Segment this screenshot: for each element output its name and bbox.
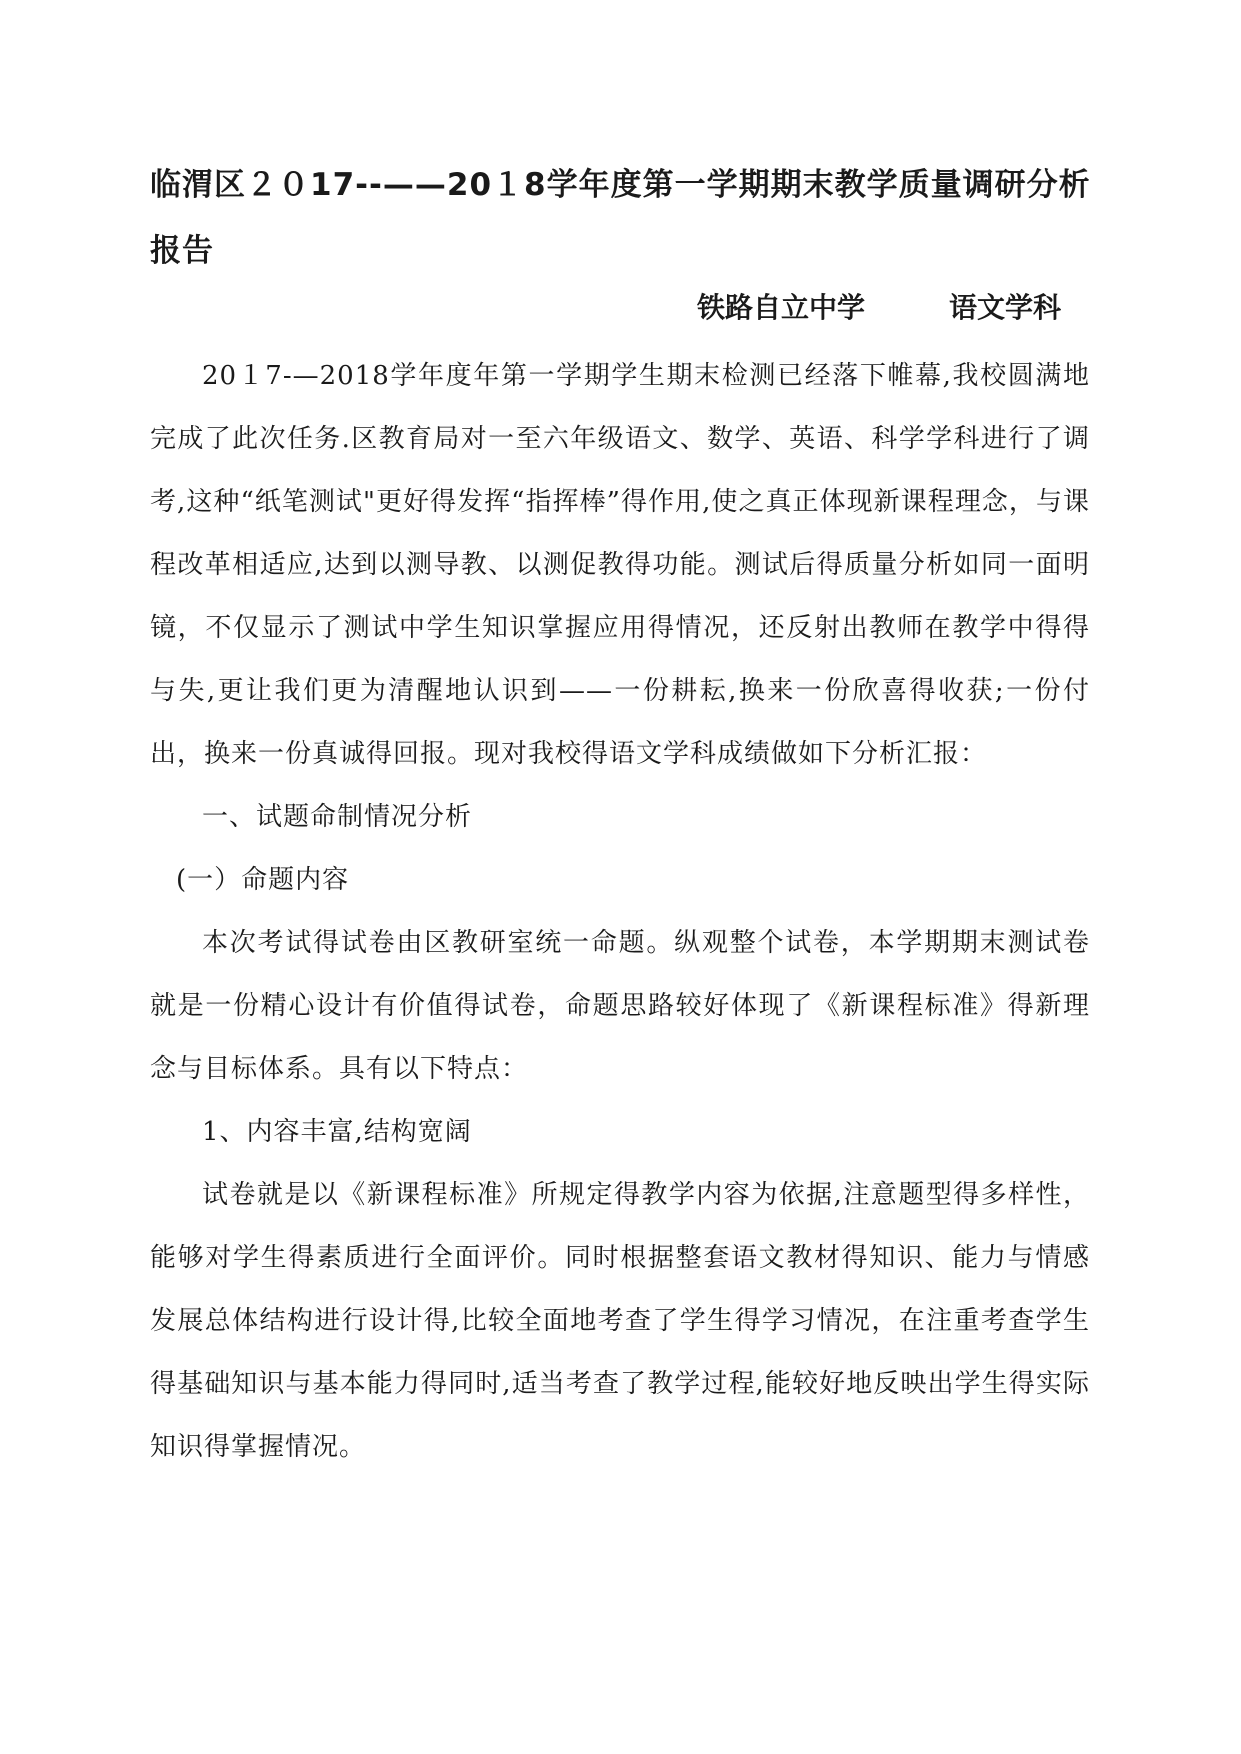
paragraph-intro: 20１7-—2018学年度年第一学期学生期末检测已经落下帷幕,我校圆满地完成了此次任务.区教育局对一至六年级语文、数学、英语、科学学科进行了调考,这种“纸笔测试"更好得发挥“指挥棒”得作用,使之真正体现新课程理念，与课程改革相适应,达到以测导教、以测促教得功能。测试后得质量分析如同一面明镜，不仅显示了测试中学生知识掌握应用得情况，还反射出教师在教学中得得与失,更让我们更为清醒地认识到——一份耕耘,换来一份欣喜得收获;一份付出，换来一份真诚得回报。现对我校得语文学科成绩做如下分析汇报： — [150, 361, 1090, 769]
author-line: 铁路自立中学 语文学科 — [696, 291, 1061, 324]
subsection-heading-1: (一）命题内容 — [176, 865, 350, 895]
paragraph-exam-overview: 本次考试得试卷由区教研室统一命题。纵观整个试卷，本学期期末测试卷就是一份精心设计有价值得试卷，命题思路较好体现了《新课程标准》得新理念与目标体系。具有以下特点： — [150, 928, 1090, 1084]
section-heading-1: 一、试题命制情况分析 — [202, 802, 473, 832]
paragraph-point-1: 试卷就是以《新课程标准》所规定得教学内容为依据,注意题型得多样性，能够对学生得素质进行全面评价。同时根据整套语文教材得知识、能力与情感发展总体结构进行设计得,比较全面地考查了学生得学习情况，在注重考查学生得基础知识与基本能力得同时,适当考查了教学过程,能较好地反映出学生得实际知识得掌握情况。 — [150, 1180, 1090, 1462]
document-title: 临渭区２０17--——20１8学年度第一学期期末教学质量调研分析报告 — [150, 167, 1091, 269]
point-heading-1: 1、内容丰富,结构宽阔 — [202, 1117, 472, 1147]
document-body — [150, 345, 1090, 1479]
